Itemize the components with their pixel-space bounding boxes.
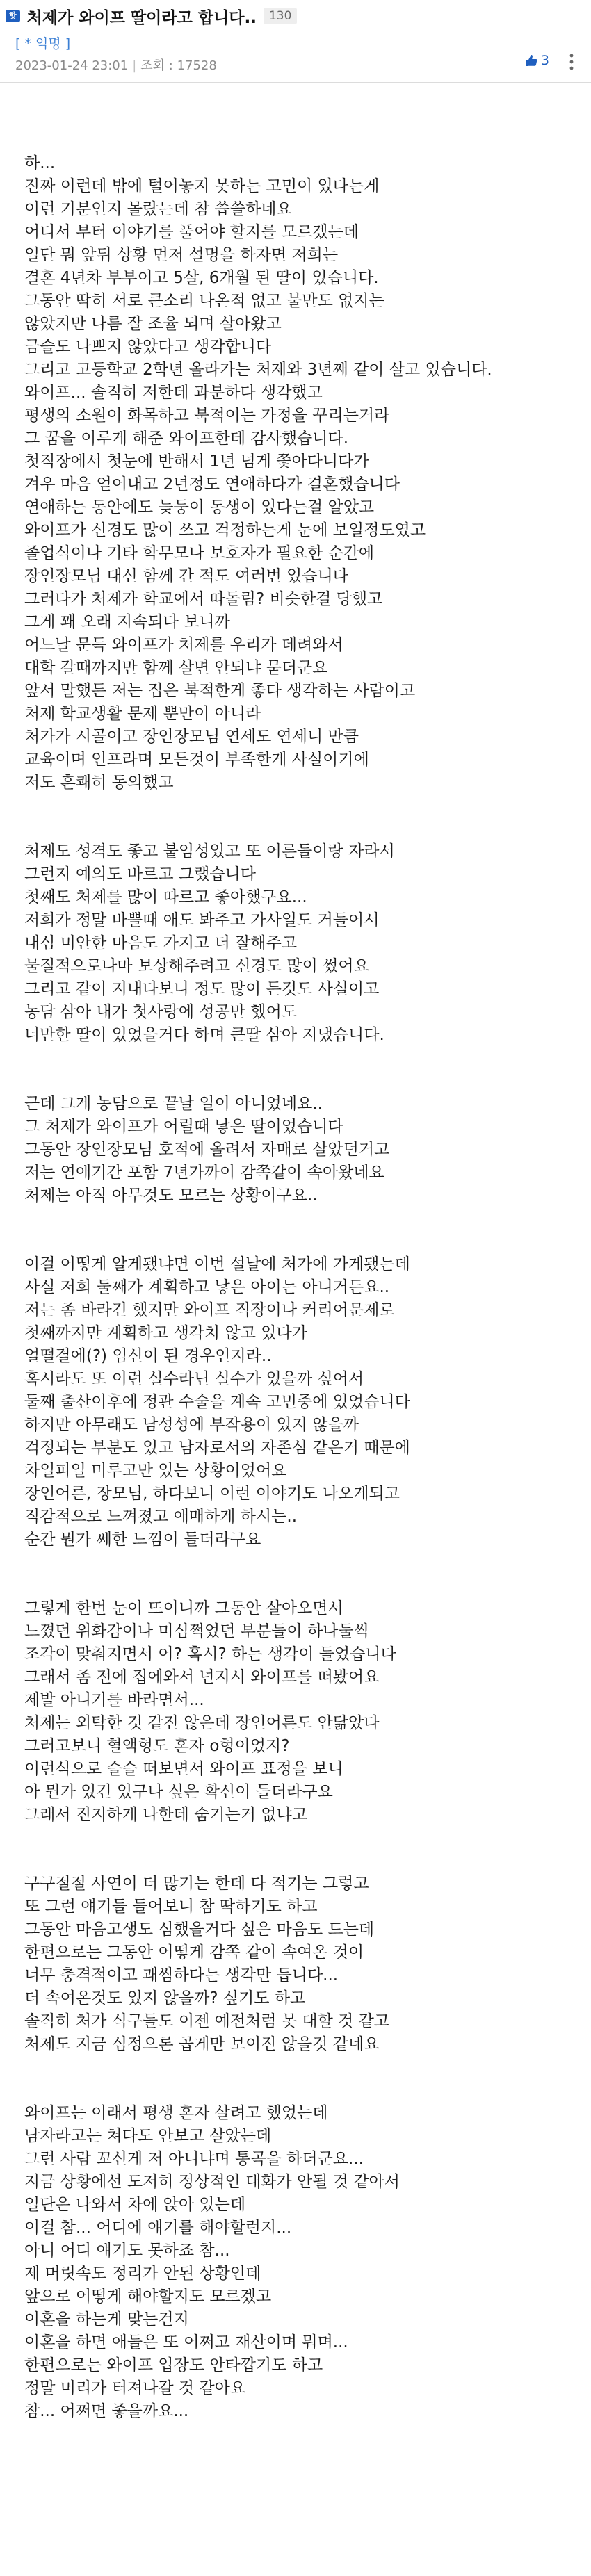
- body-line: 평생의 소원이 화목하고 북적이는 가정을 꾸리는거라: [24, 407, 390, 425]
- body-line: 너무 충격적이고 괘씸하다는 생각만 듭니다...: [24, 1966, 339, 1984]
- post-body: [24, 152, 574, 2469]
- body-line: 금슬도 나쁘지 않았다고 생각합니다: [24, 338, 272, 356]
- body-line: 처제 학교생활 문제 뿐만이 아니라: [24, 705, 261, 723]
- body-paragraph: [24, 1873, 574, 2056]
- view-count: 조회 : 17528: [140, 58, 217, 73]
- body-line: 처제는 외탁한 것 같진 않은데 장인어른도 안닮았다: [24, 1714, 380, 1732]
- body-line: 아니 어디 얘기도 못하죠 참...: [24, 2242, 230, 2260]
- body-line: 대학 갈때까지만 함께 살면 안되냐 묻더군요: [24, 659, 328, 677]
- body-line: 첫째도 처제를 많이 따르고 좋아했구요...: [24, 888, 307, 906]
- post-header: [0, 0, 591, 83]
- body-line: 장인장모님 대신 함께 간 적도 여러번 있습니다: [24, 567, 349, 585]
- body-line: 내심 미안한 마음도 가지고 더 잘해주고: [24, 934, 298, 952]
- hot-badge: 핫: [6, 10, 20, 22]
- like-count: 3: [540, 53, 549, 68]
- title-row: [6, 3, 297, 29]
- body-line: 그러고보니 혈액형도 혼자 o형이었지?: [24, 1737, 290, 1755]
- body-paragraph: [24, 1093, 574, 1207]
- body-line: 그게 꽤 오래 지속되다 보니까: [24, 613, 230, 631]
- body-line: 더 속여온것도 있지 않을까? 싶기도 하고: [24, 1989, 306, 2007]
- body-line: 얼떨결에(?) 임신이 된 경우인지라..: [24, 1347, 272, 1365]
- body-paragraph: [24, 1253, 574, 1551]
- body-line: 조각이 맞춰지면서 어? 혹시? 하는 생각이 들었습니다: [24, 1645, 396, 1663]
- body-line: 지금 상황에선 도저히 정상적인 대화가 안될 것 같아서: [24, 2173, 400, 2191]
- body-line: 저희가 정말 바쁠때 애도 봐주고 가사일도 거들어서: [24, 911, 380, 929]
- body-line: 정말 머리가 터져나갈 것 같아요: [24, 2379, 246, 2397]
- body-line: 저는 좀 바라긴 했지만 와이프 직장이나 커리어문제로: [24, 1301, 395, 1319]
- body-paragraph: [24, 2102, 574, 2423]
- body-line: 사실 저희 둘째가 계획하고 낳은 아이는 아니거든요..: [24, 1278, 390, 1296]
- body-line: 그동안 장인장모님 호적에 올려서 자매로 살았던거고: [24, 1141, 390, 1159]
- post-content: [0, 83, 591, 2576]
- body-line: 겨우 마음 얻어내고 2년정도 연애하다가 결혼했습니다: [24, 475, 400, 494]
- body-line: 이혼을 하면 애들은 또 어쩌고 재산이며 뭐며...: [24, 2333, 348, 2351]
- body-line: 혹시라도 또 이런 실수라닌 실수가 있을까 싶어서: [24, 1370, 364, 1388]
- body-line: 첫째까지만 계획하고 생각치 않고 있다가: [24, 1324, 307, 1342]
- body-line: 너만한 딸이 있었을거다 하며 큰딸 삼아 지냈습니다.: [24, 1026, 384, 1044]
- body-line: 와이프는 이래서 평생 혼자 살려고 했었는데: [24, 2104, 328, 2122]
- body-paragraph: [24, 840, 574, 1047]
- body-line: 일단 뭐 앞뒤 상황 먼저 설명을 하자면 저희는: [24, 246, 339, 264]
- body-line: 그래서 진지하게 나한테 숨기는거 없냐고: [24, 1806, 307, 1824]
- body-line: 졸업식이나 기타 학무모나 보호자가 필요한 순간에: [24, 544, 375, 562]
- post-title: 처제가 와이프 딸이라고 합니다..: [26, 8, 257, 27]
- body-line: 제 머릿속도 정리가 안된 상황인데: [24, 2265, 261, 2283]
- body-line: 그동안 마음고생도 심했을거다 싶은 마음도 드는데: [24, 1921, 375, 1939]
- body-paragraph: [24, 1597, 574, 1827]
- body-line: 처제는 아직 아무것도 모르는 상황이구요..: [24, 1187, 318, 1205]
- body-line: 와이프... 솔직히 저한테 과분하다 생각했고: [24, 384, 323, 402]
- body-line: 느꼈던 위화감이나 미심쩍었던 부분들이 하나둘씩: [24, 1622, 369, 1640]
- body-line: 하지만 아무래도 남성성에 부작용이 있지 않을까: [24, 1416, 359, 1434]
- body-line: 이런 기분인지 몰랐는데 참 씁쓸하네요: [24, 200, 292, 218]
- body-line: 그런 사람 꼬신게 저 아니냐며 통곡을 하더군요...: [24, 2150, 364, 2168]
- body-line: 농담 삼아 내가 첫사랑에 성공만 했어도: [24, 1003, 298, 1021]
- body-line: 제발 아니기를 바라면서...: [24, 1691, 204, 1709]
- body-line: 와이프가 신경도 많이 쓰고 걱정하는게 눈에 보일정도였고: [24, 521, 426, 539]
- body-line: 교육이며 인프라며 모든것이 부족한게 사실이기에: [24, 751, 369, 769]
- body-paragraph: [24, 152, 574, 794]
- body-line: 한편으로는 그동안 어떻게 감쪽 같이 속여온 것이: [24, 1943, 364, 1962]
- body-line: 또 그런 얘기들 들어보니 참 딱하기도 하고: [24, 1898, 318, 1916]
- body-line: 이혼을 하는게 맞는건지: [24, 2310, 189, 2329]
- body-line: 처제도 지금 심정으론 곱게만 보이진 않을것 같네요: [24, 2035, 380, 2053]
- more-options-icon[interactable]: [565, 51, 578, 72]
- body-line: 그 꿈을 이루게 해준 와이프한테 감사했습니다.: [24, 430, 349, 448]
- body-line: 진짜 이런데 밖에 털어놓지 못하는 고민이 있다는게: [24, 177, 380, 195]
- body-line: 연애하는 동안에도 늦둥이 동생이 있다는걸 알았고: [24, 498, 375, 516]
- body-line: 그리고 고등학교 2학년 올라가는 처제와 3년째 같이 살고 있습니다.: [24, 361, 492, 379]
- body-line: 처제도 성격도 좋고 붙임성있고 또 어른들이랑 자라서: [24, 842, 395, 861]
- body-line: 그 처제가 와이프가 어릴때 낳은 딸이었습니다: [24, 1118, 343, 1136]
- body-line: 근데 그게 농담으로 끝날 일이 아니었네요..: [24, 1095, 323, 1113]
- body-line: 일단은 나와서 차에 앉아 있는데: [24, 2196, 246, 2214]
- body-line: 어느날 문득 와이프가 처제를 우리가 데려와서: [24, 636, 343, 654]
- body-line: 둘째 출산이후에 정관 수술을 계속 고민중에 있었습니다: [24, 1393, 410, 1411]
- thumbs-up-icon: [524, 54, 538, 67]
- body-line: 저도 흔쾌히 동의했고: [24, 774, 174, 792]
- body-line: 이걸 참... 어디에 얘기를 해야할런지...: [24, 2219, 292, 2237]
- body-line: 구구절절 사연이 더 많기는 한데 다 적기는 그렇고: [24, 1875, 369, 1893]
- post-date: 2023-01-24 23:01: [15, 58, 129, 73]
- body-line: 그렇게 한번 눈이 뜨이니까 그동안 살아오면서: [24, 1599, 343, 1617]
- comment-count-badge[interactable]: 130: [264, 8, 297, 24]
- body-line: 처가가 시골이고 장인장모님 연세도 연세니 만큼: [24, 728, 359, 746]
- body-line: 결혼 4년차 부부이고 5살, 6개월 된 딸이 있습니다.: [24, 269, 379, 287]
- body-line: 참... 어쩌면 좋을까요...: [24, 2402, 189, 2420]
- body-line: 그런지 예의도 바르고 그랬습니다: [24, 865, 256, 883]
- body-line: 이걸 어떻게 알게됐냐면 이번 설날에 처가에 가게됐는데: [24, 1255, 410, 1273]
- body-line: 그러다가 처제가 학교에서 따돌림? 비슷한걸 당했고: [24, 590, 383, 608]
- like-button[interactable]: [524, 53, 549, 68]
- body-line: 않았지만 나름 잘 조율 되며 살아왔고: [24, 315, 282, 333]
- body-line: 첫직장에서 첫눈에 반해서 1년 넘게 쫓아다니다가: [24, 453, 369, 471]
- body-line: 그동안 딱히 서로 큰소리 나온적 없고 불만도 없지는: [24, 292, 384, 310]
- body-line: 순간 뭔가 쎄한 느낌이 들더라구요: [24, 1531, 261, 1549]
- body-line: 어디서 부터 이야기를 풀어야 할지를 모르겠는데: [24, 223, 359, 241]
- author-name[interactable]: [ * 익명 ]: [15, 36, 71, 51]
- body-line: 아 뭔가 있긴 있구나 싶은 확신이 들더라구요: [24, 1783, 333, 1801]
- body-line: 그리고 같이 지내다보니 정도 많이 든것도 사실이고: [24, 980, 380, 998]
- body-line: 한편으로는 와이프 입장도 안타깝기도 하고: [24, 2356, 323, 2374]
- body-line: 앞으로 어떻게 해야할지도 모르겠고: [24, 2288, 272, 2306]
- body-line: 차일피일 미루고만 있는 상황이었어요: [24, 1462, 287, 1480]
- body-line: 걱정되는 부분도 있고 남자로서의 자존심 같은거 때문에: [24, 1439, 410, 1457]
- body-line: 그래서 좀 전에 집에와서 넌지시 와이프를 떠봤어요: [24, 1668, 380, 1686]
- body-line: 저는 연애기간 포함 7년가까이 감쪽같이 속아왔네요: [24, 1164, 384, 1182]
- body-line: 직감적으로 느껴졌고 애매하게 하시는..: [24, 1508, 298, 1526]
- body-line: 앞서 말했든 저는 집은 북적한게 좋다 생각하는 사람이고: [24, 682, 416, 700]
- body-line: 하...: [24, 154, 56, 172]
- post-meta: [15, 56, 217, 74]
- body-line: 장인어른, 장모님, 하다보니 이런 이야기도 나오게되고: [24, 1485, 400, 1503]
- body-line: 솔직히 처가 식구들도 이젠 예전처럼 못 대할 것 같고: [24, 2012, 390, 2030]
- body-line: 남자라고는 쳐다도 안보고 살았는데: [24, 2127, 272, 2145]
- body-line: 물질적으로나마 보상해주려고 신경도 많이 썼어요: [24, 957, 369, 975]
- body-line: 이런식으로 슬슬 떠보면서 와이프 표정을 보니: [24, 1760, 343, 1778]
- meta-separator: |: [132, 58, 137, 73]
